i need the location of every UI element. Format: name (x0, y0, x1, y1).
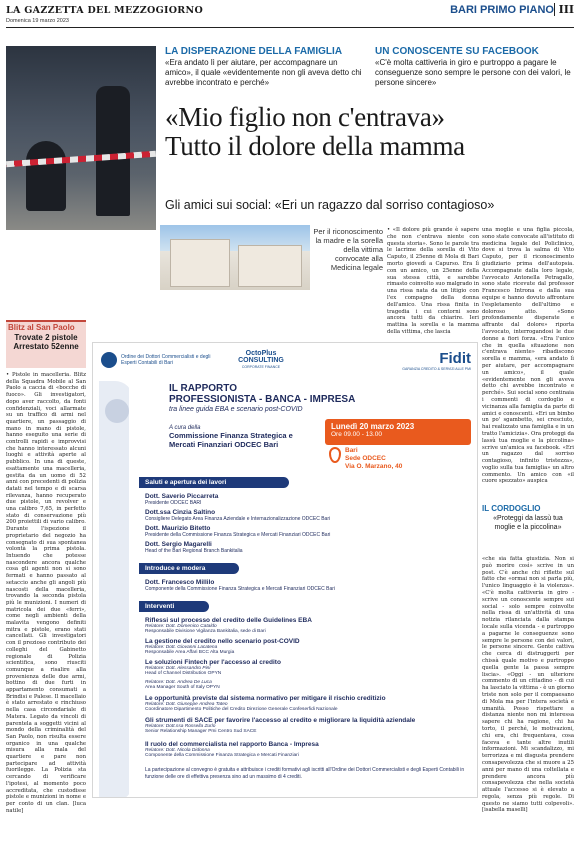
fidit-name: Fidit (439, 349, 471, 367)
talk-role: Coordinatore Dipartimento Politiche del Credito Direzione Generale Confeserfidi Nazionale (145, 707, 338, 712)
talk-role: Componente della Commissione Finanza Strategica e Mercati Finanziari (145, 753, 299, 758)
octoplus-name: OctoPlus CONSULTING (238, 349, 284, 364)
headline-line-1: «Mio figlio non c'entrava» (165, 102, 445, 132)
section-title: BARI PRIMO PIANO (450, 4, 554, 16)
masthead-rule (6, 27, 574, 28)
talk (145, 659, 470, 676)
photo-caption: Per il riconoscimento la madre e la sorella della vittima convocate alla Medicina legale (313, 227, 383, 272)
newspaper-name: LA GAZZETTA DEL MEZZOGIORNO (6, 5, 204, 16)
odcec-logo (101, 352, 221, 368)
speaker-name: Dott. Maurizio Bitetto (145, 525, 211, 532)
ad-title (169, 383, 355, 405)
ad-city: Bari (345, 447, 358, 454)
photo-building (170, 239, 230, 287)
page-number: III (554, 3, 574, 16)
speaker-name: Dott. Sergio Magarelli (145, 541, 212, 548)
ad-cura: A cura della (169, 425, 201, 431)
talk (145, 717, 470, 734)
ad-commission-2: Mercati Finanziari ODCEC Bari (169, 439, 279, 449)
ad-decor-stripe (99, 381, 133, 798)
blitz-title-1: Trovate 2 pistole (14, 333, 78, 342)
article-column-1: • «Il dolore più grande è sapere che non c'entrava niente con questa storia». Sono le parole tra le lacrime della sorella di Vito Caputo, il 25enne di Mola di Bari morto giovedì a Capurso. Era lì con un amico, un 25enne della sua stessa città, e sarebbe rimasto coinvolto suo malgrado in una rissa nata da un litigio con l'ex compagno della donna dell'amico. Una rissa finita in tragedia i cui contorni sono ancora tutti da chiarire. Ieri mattina la sorella e la mamma della vittima, che lascia (387, 227, 479, 335)
speaker (145, 525, 465, 538)
section-bar-introduce: Introduce e modera (139, 563, 239, 574)
talk-role: Responsabile Divisione Vigilanza Bankitalia, sede di Bari (145, 629, 266, 634)
talk (145, 741, 470, 758)
talk-speaker: Relatore: Dott. Giovanni Lacatena (145, 645, 218, 650)
ad-footer: La partecipazione al convegno è gratuita e attribuisce i crediti formativi agli iscritti all'Ordine dei Dottori Commercialisti e degli Esperti Contabili in funzione delle ore di effettiva presenza sino ad un massimo di 4 crediti. (145, 767, 465, 780)
talk-role: Head of Channel Distribution OPYN (145, 671, 222, 676)
left-quote-kicker: LA DISPERAZIONE DELLA FAMIGLIA (165, 46, 343, 57)
moderator (145, 579, 465, 592)
talk (145, 638, 470, 655)
talk-role: Area Manager South of Italy OPYN (145, 685, 220, 690)
headline-line-2: Tutto il dolore della mamma (165, 131, 465, 161)
talk-title: Le soluzioni Fintech per l'accesso al credito (145, 659, 281, 666)
fidit-sub: GARANZIA CREDITO & SERVIZI ALLE PMI (402, 366, 471, 371)
ad-commission (169, 432, 293, 449)
ad-date-box (325, 419, 471, 445)
ad-time: Ore 09.00 - 13.00 (331, 431, 382, 438)
talk-speaker: Relatore: Dott. Andrea De Luca (145, 680, 212, 685)
issue-date: Domenica 19 marzo 2023 (6, 18, 69, 24)
ad-title-1: IL RAPPORTO (169, 383, 237, 394)
section-bar-saluti: Saluti e apertura dei lavori (139, 477, 289, 488)
blitz-title-2: Arrestato 52enne (13, 342, 79, 351)
cordoglio-quote: «Proteggi da lassù tua moglie e la piccolina» (493, 515, 563, 531)
speaker-name: Dott.ssa Cinzia Saltino (145, 509, 216, 516)
subtitle: Gli amici sui social: «Eri un ragazzo dal sorriso contagioso» (165, 198, 495, 212)
speaker (145, 509, 465, 522)
fidit-logo (402, 350, 471, 371)
odcec-emblem-icon (101, 352, 117, 368)
moderator-name: Dott. Francesco Millilo (145, 579, 215, 586)
talk-speaker: Relatore: Dott. Alessandro Pini (145, 666, 211, 671)
ad-location (345, 447, 402, 471)
speaker-role: Presidente della Commissione Finanza Strategica e Mercati Finanziari ODCEC Bari (145, 532, 331, 538)
article-column-2: una moglie e una figlia piccola, sono state convocate all'istituto di medicina legale del Policlinico, dove si trova la salma di Vito Caputo, per il riconoscimento giudiziario prima dell'autopsia. Accompagnate dalla loro legale, l'avvocato Antonella Petragallo, sono state ricevute dal professor Francesco Introna e dalla sua equipe e hanno dovuto affrontare l'espletamento dell'ultimo e doloroso atto. «Sono profondamente disperate e affrante dal dolore» riporta l'avvocato, interrogandosi le due donne a fiori forza. «Era l'unico che in quella situazione non c'entrava niente» ribadiscono sorella e mamma, «era andato lì per aiutare, per accompagnare un amico», il quale «evidentemente non gli aveva detto chi avrebbe incontrato e perché». Sui social sono centinaia i commenti di cordoglio e vicinanza alla famiglia da parte di amici e conoscenti. «Eri un bimbo un po' sgambetto, sei cresciuto, hai realizzato una famiglia e in un tratto l'amicizia». Ora proteggi da lassù tua moglie e la piccolina» scrive un'amica su facebook. «Eri un ragazzo dal sorriso contagioso, infinito tristezza», voglio sulla tua famiglia» un altro commento. Un amico con «il cuore spezzato» auspica (482, 227, 574, 485)
photo-figure (26, 141, 66, 211)
conference-ad (92, 342, 478, 798)
moderator-role: Componente della Commissione Finanza Strategica e Mercati Finanziari ODCEC Bari (145, 586, 336, 592)
talk-title: Riflessi sul processo del credito delle Guidelines EBA (145, 617, 312, 624)
ad-logos (93, 343, 478, 377)
location-pin-icon (329, 447, 341, 463)
talk (145, 680, 470, 690)
crime-scene-photo (6, 46, 156, 230)
speaker (145, 541, 465, 554)
ad-commission-1: Commissione Finanza Strategica e (169, 431, 293, 440)
talk-title: Il ruolo del commercialista nel rapporto Banca - Impresa (145, 741, 319, 748)
right-quote-kicker: UN CONOSCENTE SU FACEBOOK (375, 46, 539, 57)
ad-tagline: tra linee guida EBA e scenario post-COVID (169, 406, 303, 413)
octoplus-sub: CORPORATE FINANCE (241, 364, 281, 369)
speaker (145, 493, 465, 506)
talk-title: La gestione del credito nello scenario post-COVID (145, 638, 300, 645)
talk (145, 617, 470, 634)
blitz-box (6, 320, 86, 368)
photo-building (238, 245, 302, 287)
talk-speaker: Relatore: Dott.ssa Rossella Zurlo (145, 724, 216, 729)
ad-venue-2: Via O. Marzano, 40 (345, 463, 403, 470)
blitz-kicker: Blitz al San Paolo (8, 323, 75, 332)
article-column-3: «che sia fatta giustizia. Non si può morire così» scrive in un post. C'è anche chi riflette sul fatto che «ormai non si parla più, l'unico linguaggio è la violenza». «C'è molta cattiveria in giro - scrive un conoscente sempre sui social - solo sempre coinvolte nella rissa di un'attività di una notizia rilanciata dalla stampa locale sulla vicenda - e purtroppo a pagarne le conseguenze sono sempre le persone con dei valori, le persone sincere. Gente cattiva che cerca di distruggerti per chissà quale motivo e purtroppo quella gente la passa sempre liscia». «Oggi - un ulteriore commento di un cittadino - di cui ha lasciato la vittima - è un giorno triste non solo per il compaesano di Mola ma per l'intera società e umanità. Posso rispettare a distanza niente non mi interessa sapere chi ha ragione, chi ha torto, il perché, le motivazioni, chi era, chi frequentava, cosa faceva e tante altre inutili informazioni. Mi scandalizzo, mi terrorizza e mi disgusta prendere consapevolezza che si muore a 25 anni per mano di una coltellata e prendere ancora più consapevolezza che nella società attuale l'accesso si è elevato a regola, senza più regole. Di questo ne siamo tutti colpevoli». [isabella maselli] (482, 556, 574, 814)
talk-speaker: Relatore: Dott. Nicola Didonna (145, 748, 210, 753)
blitz-body: • Pistole in macelleria. Blitz della Squadra Mobile al San Paolo a caccia di «bocche di fuoco». Gli investigatori, dopo aver raccolto, da fonti confidenziali, voci allarmate su un traffico di armi nel quartiere, un passaggio di mano in mano di pistole, hanno eseguito una serie di controlli rapidi e improvvisi che hanno interessato alcuni luoghi e attività aperte al pubblico. In una di queste, esattamente una macelleria, gestita da un uomo di 52 anni con precedenti di polizia datati nel tempo e di scarsa rilevanza, hanno recuperato due pistole, un revolver e una calibro 7,65, in perfetto stato di conservazione più 200 proiettili di vario calibro. Durante l'ispezione il proprietario del negozio ha consegnato di sua spontanea volontà la prima pistola. Intuendo che potesse nascondere ancora qualche cosa gli agenti non si sono fermati e hanno passato al setaccio anche gli angoli più nascosti della macelleria, trovando la seconda pistola più le munizioni. I numeri di matricola dei due «ferri», come negli ambienti della malavita vengono definiti mitra e pistole, erano stati cancellati. Gli investigatori con il prezioso contributo dei colleghi del Gabinetto regionale di Polizia scientifica, sono riusciti comunque a risalire alla provenienza delle due armi, bottino di due furti in appartamento consumati a Brindisi e Palese. Il macellaio è stato arrestato e rinchiuso nella casa circondariale di Matera. Legato da vincoli di parentela a soggetti vicini al mondo della criminalità del San Paolo, non risulta essere organico in una qualche misura alla mala del quartiere e pare non partecipare ad attività fuorilegge. La Polizia sta cercando di verificare l'ipotesi, al momento poco accreditata, che custodisse pistole e munizioni in nome e per conto di un clan. [luca natile] (6, 372, 86, 814)
talk-title: Gli strumenti di SACE per favorire l'accesso al credito e migliorare la liquidità aziendale (145, 717, 416, 724)
photo-figure (96, 86, 130, 216)
right-quote-text: «C'è molta cattiveria in giro e purtroppo a pagare le conseguenze sono sempre le persone con dei valori, le persone sincere» (375, 58, 571, 87)
speaker-name: Dott. Saverio Piccarreta (145, 493, 219, 500)
headline (165, 103, 575, 161)
talk-role: Senior Relationship Manager Pmi Centro Sud SACE (145, 729, 257, 734)
speaker-role: Consigliere Delegato Area Finanza Aziendale e Internazionalizzazione ODCEC Bari (145, 516, 331, 522)
odcec-logo-text: Ordine dei Dottori Commercialisti e degli Esperti Contabili di Bari (121, 354, 211, 366)
speaker-role: Head of the Bari Regional Branch Bankitalia (145, 548, 243, 554)
masthead (6, 4, 574, 32)
talk-speaker: Relatore: Dott. Giuseppe Andrea Tateo (145, 702, 228, 707)
ad-title-2: PROFESSIONISTA - BANCA - IMPRESA (169, 394, 356, 405)
talk-role: Responsabile Area Affari BCC Alta Murgia (145, 650, 235, 655)
building-photo (160, 225, 310, 290)
octoplus-logo (231, 350, 291, 371)
cordoglio-kicker: IL CORDOGLIO (482, 504, 541, 513)
talk (145, 695, 470, 712)
speaker-role: Presidente ODCEC BARI (145, 500, 202, 506)
ad-date: Lunedì 20 marzo 2023 (331, 422, 415, 431)
left-quote-text: «Era andato lì per aiutare, per accompagnare un amico», il quale «evidentemente non gli aveva detto chi avrebbe incontrato e perché» (165, 58, 362, 87)
section-bar-interventi: Interventi (139, 601, 209, 612)
talk-title: Le opportunità previste dal sistema normativo per mitigare il rischio creditizio (145, 695, 386, 702)
ad-venue-1: Sede ODCEC (345, 455, 386, 462)
cordoglio-box (482, 504, 574, 554)
talk-speaker: Relatore: Dott. Domenico Cataldo (145, 624, 217, 629)
